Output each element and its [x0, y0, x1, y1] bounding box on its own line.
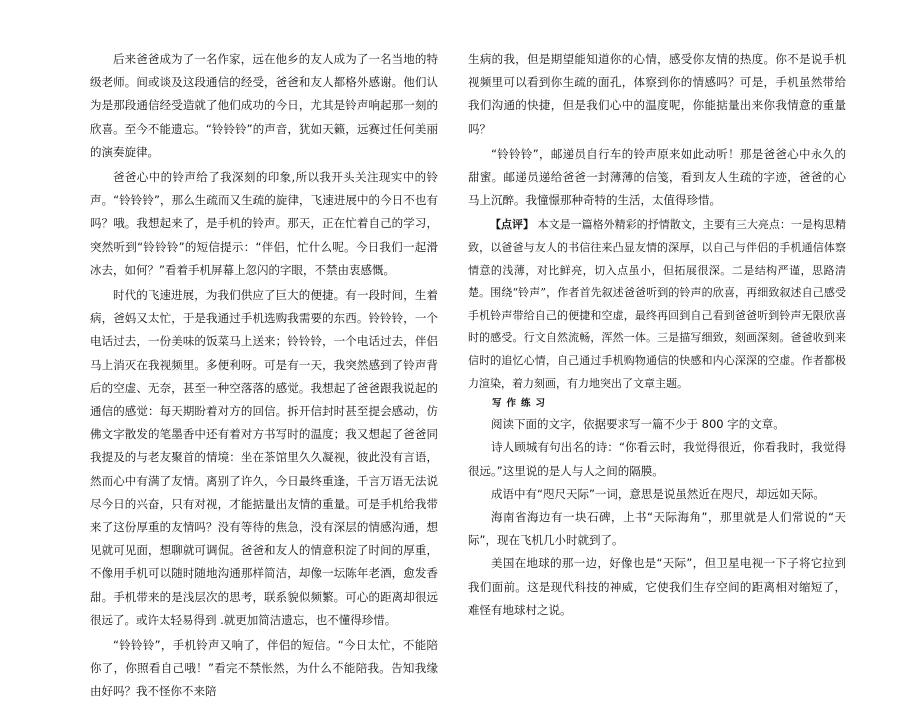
- exercise-paragraph-idiom: 成语中有“咫尺天际”一词，意思是说虽然近在咫尺，却远如天际。: [491, 486, 825, 501]
- exercise-instruction: 阅读下面的文字，依据要求写一篇不少于 800 字的文章。: [491, 417, 785, 432]
- commentary-text: 本文是一篇格外精彩的抒情散文，主要有三大亮点：一是构思精致，以爸爸与友人的书信往来凸显友情的深厚，以自己与伴侣的手机通信体察情意的浅薄，对比鲜亮，切入点虽小，但拓展很深。二是结构严谨，思路清楚。围绕“铃声”，作者首先叙述爸爸听到的铃声的欣喜，再细致叙述自己感受手机铃声带给自己的便捷和空虚，最终再回到自己看到爸爸听到铃声无限欣喜时的感受。行文自然流畅，浑然一体。三是描写细致，刻画深刻。爸爸收到来信时的追忆心情，自己通过手机购物通信的快感和内心深深的空虚。作者都极力渲染，着力刻画，有力地突出了文章主题。: [468, 218, 846, 390]
- left-paragraph-1: 后来爸爸成为了一名作家，远在他乡的友人成为了一名当地的特级老师。间或谈及这段通信的经受，爸爸和友人都格外感谢。他们认为是那段通信经受造就了他们成功的今日，尤其是铃声响起那一刻的欣喜。至今不能遗忘。“铃铃铃”的声音，犹如天籁，远赛过任何美丽 的演奏旋律。: [90, 52, 438, 159]
- left-paragraph-3: 时代的飞速进展，为我们供应了巨大的便捷。有一段时间，生着病，爸妈又太忙，于是我通过手机选购我需要的东西。铃铃铃，一个电话过去，一份美味的饭菜马上送来；铃铃铃，一个电话过去，伴侣马上消灭在我视频里。多便利呀。可是有一天，我突然感到了铃声背后的空虚、无奈，甚至一种空落落的感觉。我想起了爸爸跟我说起的通信的感觉：每天期盼着对方的回信。拆开信封时甚至提会感动，仿佛文字散发的笔墨香中还有着对方书写时的温度；我又想起了爸爸同我提及的与老友聚首的情境：坐在茶馆里久久凝视，彼此没有言语，然而心中有满了友情。离别了许久，今日最终重逢，千言万语无法说尽今日的兴奋，只有对视，才能掂量出友情的重量。可是手机给我带来了这份厚重的友情吗？没有等待的焦急，没有深层的情感沟通，想见就可见面，想聊就可调侃。爸爸和友人的情意积淀了时间的厚重，不像用手机可以随时随地沟通那样简洁，却像一坛陈年老酒，愈发香甜。手机带来的是浅层次的思考，联系貌似频繁。可心的距离却很远很远了。或许太轻易得到 .就更加简洁遗忘，也不懂得珍惜。: [90, 288, 438, 627]
- left-paragraph-4: “铃铃铃”，手机铃声又响了，伴侣的短信。“今日太忙，不能陪你了，你照看自己哦！”看完不禁怅然，为什么不能陪我。告知我缘由好吗？我不怪你不来陪: [90, 638, 438, 699]
- writing-exercise-heading: 写作练习: [492, 398, 551, 410]
- exercise-paragraph-poem: 诗人顾城有句出名的诗：“你看云时，我觉得很近，你看我时，我觉得很远。”这里说的是人与人之间的隔膜。: [468, 440, 846, 478]
- right-column: [468, 48, 846, 622]
- exercise-paragraph-america: 美国在地球的那一边，好像也是“天际”，但卫星电视一下子将它拉到我们面前。这是现代科技的神威，它使我们生存空间的距离相对缩短了，难怪有地球村之说。: [468, 556, 846, 617]
- left-paragraph-2: 爸爸心中的铃声给了我深刻的印象,所以我开头关注现实中的铃声。“铃铃铃”，那么生疏而又生疏的旋律，飞速进展中的今日不也有吗？哦。我想起来了，是手机的铃声。那天，正在忙着自己的学习，突然听到“铃铃铃”的短信提示：“伴侣，忙什么呢。今日我们一起滑冰去，如何？”看着手机屏幕上忽闪的字眼，不禁由衷感慨。: [90, 170, 438, 277]
- left-column: [90, 48, 438, 704]
- commentary-paragraph: [468, 214, 846, 395]
- right-paragraph-2: “铃铃铃”，邮递员自行车的铃声原来如此动听！那是爸爸心中永久的甜蜜。邮递员递给爸爸一封薄薄的信笺，看到友人生疏的字迹，爸爸的心马上沉醉。我憧憬那种奇特的生活，太值得珍惜。: [468, 146, 846, 208]
- commentary-tag: 【点评】: [490, 218, 535, 232]
- exercise-paragraph-hainan: 海南省海边有一块石碑，上书“天际海角”，那里就是人们常说的“天际”，现在飞机几小时就到了。: [468, 509, 846, 548]
- right-paragraph-1: 生病的我，但是期望能知道你的心情，感受你友情的热度。你不是说手机视频里可以看到你生疏的面孔，体察到你的情感吗？可是，手机虽然带给我们沟通的快捷，但是我们心中的温度呢，你能掂量出来你我情意的重量吗？: [468, 52, 846, 136]
